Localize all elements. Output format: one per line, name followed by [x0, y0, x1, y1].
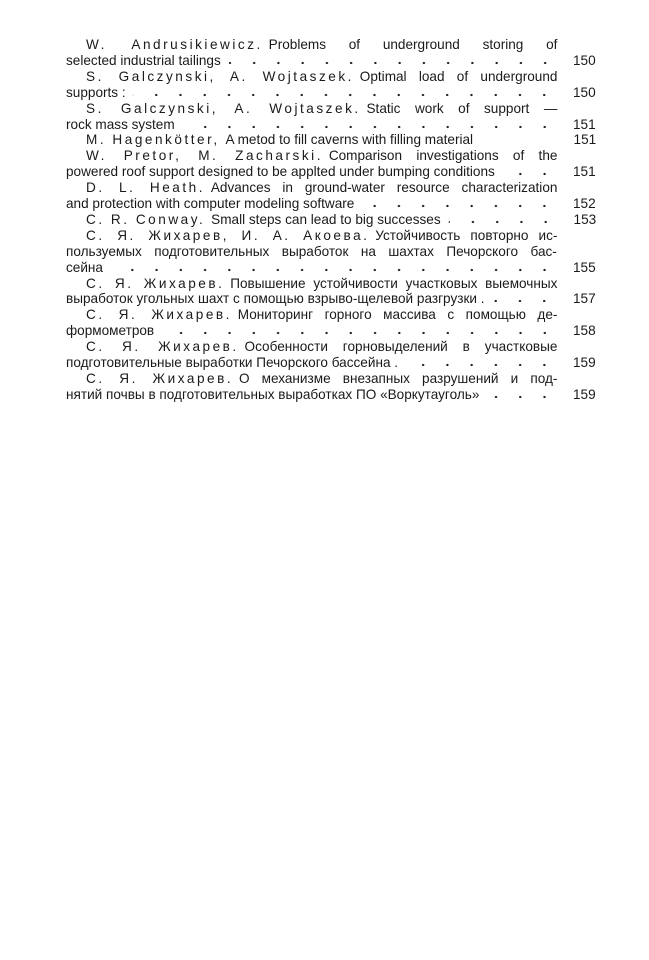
entry-author: С. Я. Жихарев. [86, 338, 239, 355]
page-number: 159 [572, 385, 596, 402]
toc-entry-line [86, 179, 596, 195]
toc-entry-line [86, 275, 596, 291]
entry-title-text: Повышение устойчивости участковых выемочных [230, 274, 558, 291]
page-number: 151 [572, 163, 596, 180]
entry-title-text: формометров [66, 322, 155, 339]
dot-leader [406, 363, 557, 367]
dot-leader [229, 61, 557, 65]
entry-title-text: Мониторинг горного массива с помощью де- [237, 306, 558, 323]
entry-title-text: powered roof support designed to be applted under bumping conditions [66, 163, 495, 180]
dot-leader [162, 331, 557, 335]
entry-title-text: выработок угольных шахт с помощью взрыво-щелевой разгрузки . [66, 290, 485, 307]
dot-leader [503, 172, 557, 176]
entry-author: С. Я. Жихарев. [86, 306, 232, 323]
page-number: 152 [572, 195, 596, 211]
entry-title-text: нятий почвы в подготовительных выработках ПО «Воркутауголь» [66, 385, 480, 402]
toc-entry-line [66, 195, 596, 211]
entry-title-text: О механизме внезапных разрушений и под- [238, 369, 558, 386]
entry-title-text: подготовительные выработки Печорского бассейна . [66, 354, 399, 370]
page-number: 150 [572, 51, 596, 68]
dot-leader [111, 268, 557, 272]
entry-author: C. R. Conway. [86, 210, 206, 227]
page-number: 151 [573, 131, 597, 148]
entry-title-text: Особенности горновыделений в участковые [244, 338, 558, 355]
entry-author: С. Я. Жихарев, И. А. Акоева. [86, 226, 370, 243]
entry-title-text: Small steps can lead to big successes [211, 210, 441, 227]
toc-entry-line [86, 370, 596, 386]
dot-leader [492, 299, 557, 303]
entry-title-text: Optimal load of underground [359, 67, 558, 84]
page-number: 153 [573, 210, 597, 227]
toc-entry-line [66, 84, 596, 100]
entry-author: С. Я. Жихарев. [86, 274, 225, 291]
entry-title-text: A metod to fill caverns with filling material [225, 131, 474, 148]
entry-title-text: and protection with computer modeling software [66, 195, 355, 211]
entry-author: S. Galczynski, A. Wojtaszek. [86, 67, 354, 84]
entry-title-text: Устойчивость повторно ис- [375, 226, 558, 243]
toc-entry-line [66, 116, 596, 132]
entry-title-text: Comparison investigations of the [328, 147, 558, 164]
toc-entry-line [66, 52, 596, 68]
page-number: 158 [572, 322, 596, 339]
toc-entry-line [66, 259, 596, 275]
toc-entry-line [86, 100, 596, 116]
entry-title-text: пользуемых подготовительных выработок на шахтах Печорского бас- [66, 242, 557, 259]
toc-entry-line [86, 306, 596, 322]
toc-entry-line [66, 322, 596, 338]
toc-entry-line [66, 386, 596, 402]
toc-entry-line [86, 147, 596, 163]
dot-leader [448, 220, 557, 224]
page-number: 150 [572, 83, 596, 100]
dot-leader [182, 125, 556, 129]
entry-title-text: supports : [66, 83, 126, 100]
toc-entry-line [66, 163, 596, 179]
entry-title-text: Problems of underground storing of [268, 36, 558, 52]
entry-author: D. L. Heath. [86, 179, 206, 196]
entry-author: W. Andrusikiewicz. [86, 36, 263, 52]
page-number: 155 [572, 258, 596, 275]
toc-entry-line [66, 354, 596, 370]
toc-entry-line [86, 68, 596, 84]
toc-entry-line [86, 227, 596, 243]
toc-entry-line [86, 36, 596, 52]
entry-author: W. Pretor, M. Zacharski. [86, 147, 323, 164]
entry-author: S. Galczynski, A. Wojtaszek. [86, 99, 361, 116]
dot-leader [362, 204, 557, 208]
entry-title-text: Static work of support — [366, 99, 558, 116]
toc-entry-line [66, 243, 596, 259]
page-number: 151 [572, 115, 596, 132]
entry-author: M. Hagenkötter, [86, 131, 220, 148]
entry-title-text: rock mass system [66, 115, 175, 132]
dot-leader [487, 395, 557, 399]
page-number: 157 [572, 290, 596, 307]
toc-entry-line [66, 290, 596, 306]
entry-title-text: Advances in ground-water resource characterization [210, 179, 558, 196]
entry-title-text: selected industrial tailings [66, 51, 221, 68]
page-number: 159 [572, 354, 596, 370]
toc-entry-line [86, 211, 596, 227]
entry-title-text: сейна [66, 258, 103, 275]
toc-entry-line [86, 131, 596, 147]
dot-leader [133, 93, 556, 97]
entry-author: С. Я. Жихарев. [86, 369, 234, 386]
toc-entry-line [86, 338, 596, 354]
